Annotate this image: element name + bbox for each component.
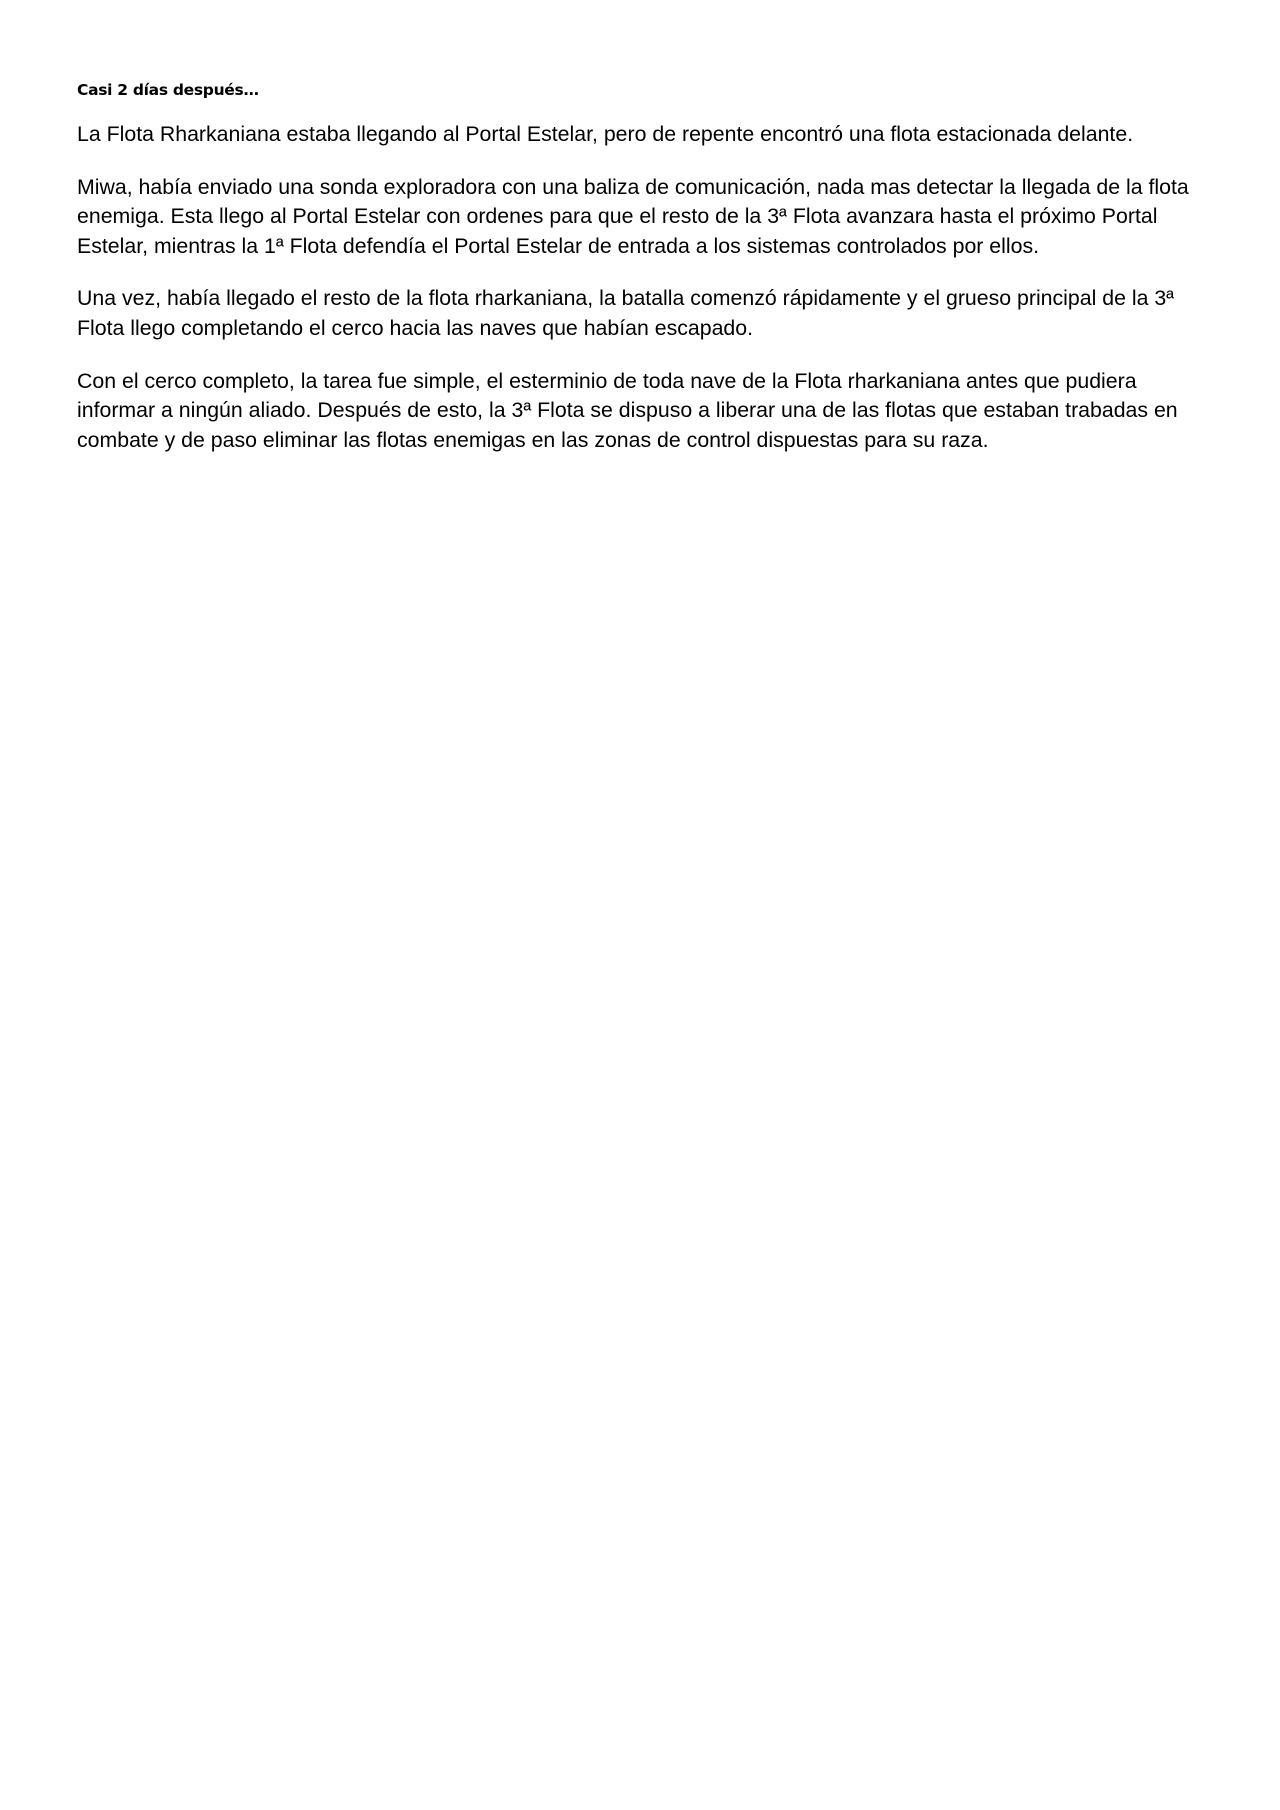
section-heading: Casi 2 días después… <box>77 81 259 99</box>
paragraph-4: Con el cerco completo, la tarea fue simple, el esterminio de toda nave de la Flota rharkaniana antes que pudiera informar a ningún aliado. Después de esto, la 3ª Flota se dispuso a liberar una de las flotas que estaban trabadas en combate y de paso eliminar las flotas enemigas en las zonas de control dispuestas para su raza. <box>77 368 1178 452</box>
paragraph-3: Una vez, había llegado el resto de la flota rharkaniana, la batalla comenzó rápidamente y el grueso principal de la 3ª Flota llego completando el cerco hacia las naves que habían escapado. <box>77 286 1175 340</box>
document-body <box>77 80 1207 478</box>
paragraph-2: Miwa, había enviado una sonda exploradora con una baliza de comunicación, nada mas detectar la llegada de la flota enemiga. Esta llego al Portal Estelar con ordenes para que el resto de la 3ª Flota avanzara hasta el próximo Portal Estelar, mientras la 1ª Flota defendía el Portal Estelar de entrada a los sistemas controlados por ellos. <box>77 174 1189 258</box>
paragraph-1: La Flota Rharkaniana estaba llegando al Portal Estelar, pero de repente encontró una flota estacionada delante. <box>77 122 1134 146</box>
